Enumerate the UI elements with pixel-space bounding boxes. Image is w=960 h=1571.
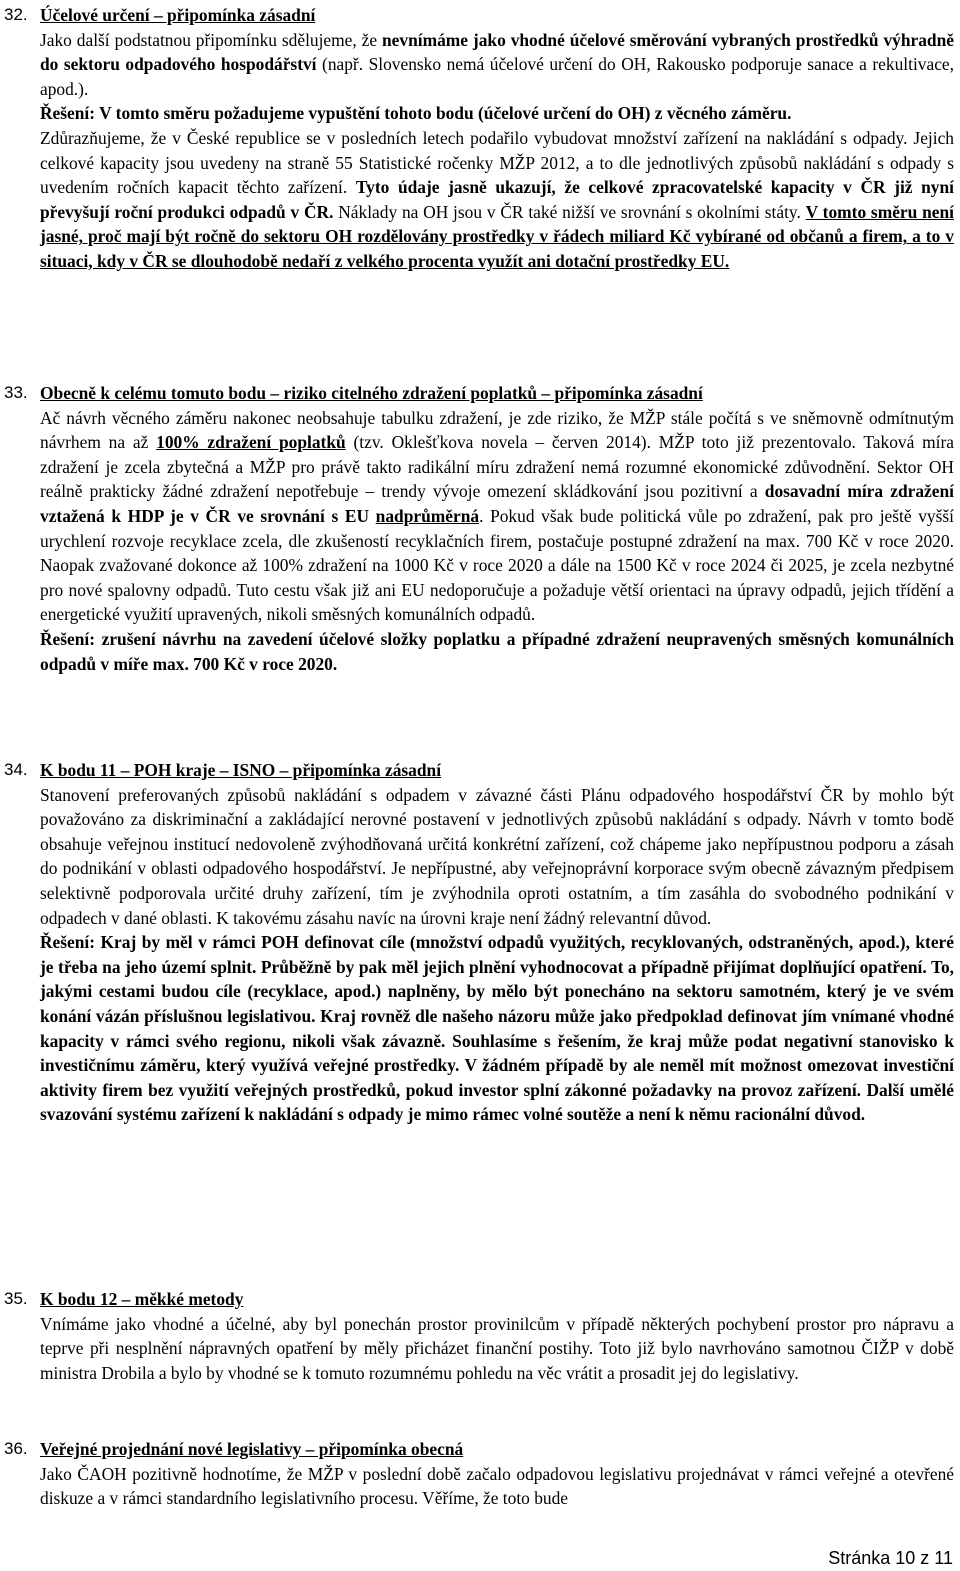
- item-paragraph: Ač návrh věcného záměru nakonec neobsahuje tabulku zdražení, je zde riziko, že MŽP stále počítá s ve sněmovně odmítnutým návrhem na až 100% zdražení poplatků (tzv. Oklešťkova novela – červen 2014). MŽP toto již prezentovalo. Taková míra zdražení je zcela zbytečná a MŽP pro právě takto radikální míru zdražení nemá rozumné ekonomické zdůvodnění. Sektor OH reálně prakticky žádné zdražení nepotřebuje – trendy vývoje omezení skládkování jsou pozitivní a dosavadní míra zdražení vztažená k HDP je v ČR ve srovnání s EU nadprůměrná. Pokud však bude politická vůle po zdražení, pak pro ještě vyšší urychlení rozvoje recyklace zcela, dle zkušeností recyklačních firem, postačuje postupné zdražení na max. 700 Kč v roce 2020. Naopak zvažované dokonce až 100% zdražení na 1000 Kč v roce 2020 a dále na 1500 Kč v roce 2024 či 2025, je zcela nezbytné pro nové spalovny odpadů. Tuto cestu však již ani EU nedoporučuje a požaduje větší orientaci na úpravy odpadů, jejich třídění a energetické využití upravených, nikoli směsných komunálních odpadů.: [40, 407, 955, 625]
- item-35: [0, 1287, 960, 1385]
- item-solution: Řešení: V tomto směru požadujeme vypuštění tohoto bodu (účelové určení do OH) z věcného záměru.: [40, 103, 792, 124]
- item-heading: Veřejné projednání nové legislativy – připomínka obecná: [40, 1439, 464, 1459]
- item-number: 36.: [4, 1439, 28, 1458]
- item-paragraph: Jako ČAOH pozitivně hodnotíme, že MŽP v poslední době začalo odpadovou legislativu projednávat v rámci veřejné a otevřené diskuze a v rámci standardního legislativního procesu. Věříme, že toto bude: [40, 1463, 954, 1509]
- item-solution: Řešení: Kraj by měl v rámci POH definovat cíle (množství odpadů využitých, recyklovaných, odstraněných, apod.), které je třeba na jeho území splnit. Průběžně by pak měl jejich plnění vyhodnocovat a případně přijímat doplňující opatření. To, jakými cestami budou cíle (recyklace, apod.) naplněny, by mělo být ponecháno na sektoru samotném, který je ve svém konání vázán příslušnou legislativou. Kraj rovněž dle našeho názoru může jako předpoklad definovat jím vnímané vhodné kapacity v rámci svého regionu, nikoli však závazně. Souhlasíme s řešením, že kraj může podat negativní stanovisko k investičnímu záměru, který využívá veřejné prostředky. V žádném případě by ale neměl mít možnost omezovat investiční aktivity firem bez využití veřejných prostředků, pokud investor splní zákonné požadavky na provoz zařízení. Další umělé svazování systému zařízení k nakládání s odpady je mimo rámec volné soutěže a není k němu racionální důvod.: [40, 932, 954, 1125]
- item-33: [0, 381, 960, 676]
- page-number: Stránka 10 z 11: [828, 1548, 953, 1569]
- item-number: 34.: [4, 760, 28, 779]
- item-number: 32.: [4, 5, 28, 24]
- item-34: [0, 758, 960, 1127]
- item-heading: Obecně k celému tomuto bodu – riziko citelného zdražení poplatků – připomínka zásadní: [40, 383, 703, 403]
- item-heading: K bodu 12 – měkké metody: [40, 1289, 244, 1309]
- item-paragraph: Vnímáme jako vhodné a účelné, aby byl ponechán prostor provinilcům v případě některých pochybení prostor pro nápravu a teprve při nesplnění nápravných opatření by měly přicházet finanční postihy. Toto již bylo navrhováno samotnou ČIŽP v době ministra Drobila a bylo by vhodné se k tomuto rozumnému pohledu na věc vrátit a prosadit jej do legislativy.: [40, 1313, 954, 1383]
- item-36: [0, 1437, 960, 1511]
- item-solution: Řešení: zrušení návrhu na zavedení účelové složky poplatku a případné zdražení neupravených směsných komunálních odpadů v míře max. 700 Kč v roce 2020.: [40, 628, 954, 674]
- item-number: 33.: [4, 383, 28, 402]
- item-paragraph: Stanovení preferovaných způsobů nakládání s odpadem v závazné části Plánu odpadového hospodářství ČR by mohlo být považováno za diskriminační a zakládající nerovné postavení v jednotlivých způsobů nakládání s odpady. Návrh v tomto bodě obsahuje veřejnou institucí nedovoleně zvýhodňovaná určitá konkrétní zařízení, což chápeme jako nepřípustnou podporu a zásah do podnikání v oblasti odpadového hospodářství. Je nepřípustné, aby veřejnoprávní korporace svým obecně závazným předpisem selektivně podporovala určité druhy zařízení, tím je zvýhodnila oproti ostatním, a tím zasáhla do svobodného podnikání v odpadech v dané oblasti. K takovému zásahu navíc na úrovni kraje není žádný relevantní důvod.: [40, 784, 954, 928]
- item-heading: Účelové určení – připomínka zásadní: [40, 5, 316, 25]
- item-number: 35.: [4, 1289, 28, 1308]
- item-paragraph-2: Zdůrazňujeme, že v České republice se v posledních letech podařilo vybudovat množství zařízení na nakládání s odpady. Jejich celkové kapacity jsou uvedeny na straně 55 Statistické ročenky MŽP 2012, a to dle jednotlivých způsobů nakládání s odpady s uvedením ročních kapacit těchto zařízení. Tyto údaje jasně ukazují, že celkové zpracovatelské kapacity v ČR již nyní převyšují roční produkci odpadů v ČR. Náklady na OH jsou v ČR také nižší ve srovnání s okolními státy. V tomto směru není jasné, proč mají být ročně do sektoru OH rozdělovány prostředky v řádech miliard Kč vybírané od občanů a firem, a to v situaci, kdy v ČR se dlouhodobě nedaří z velkého procenta využít ani dotační prostředky EU.: [40, 127, 954, 271]
- item-paragraph: Jako další podstatnou připomínku sdělujeme, že nevnímáme jako vhodné účelové směrování vybraných prostředků výhradně do sektoru odpadového hospodářství (např. Slovensko nemá účelové určení do OH, Rakousko podporuje sanace a rekultivace, apod.).: [40, 29, 954, 99]
- item-heading: K bodu 11 – POH kraje – ISNO – připomínka zásadní: [40, 760, 442, 780]
- item-32: [0, 3, 960, 274]
